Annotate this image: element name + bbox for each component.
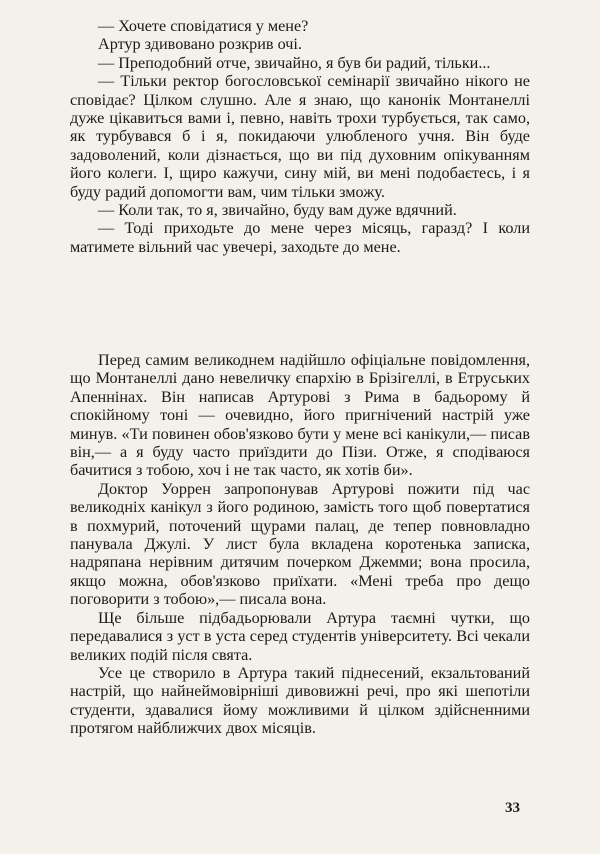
- page-number: 33: [505, 800, 520, 816]
- paragraph: Перед самим великоднем надійшло офіціальне повідомлення, що Монтанеллі дано невеличку єпархію в Брізігеллі, в Етруських Апеннінах. Він написав Артурові з Рима в бадьорому й спокійному тоні — очевидно, його пригнічений настрій уже минув. «Ти повинен обов'язково бути у мене всі канікули,— писав він,— а я буду часто приїздити до Пізи. Отже, я сподіваюся бачитися з тобою, хоч і не так часто, як хотів би».: [70, 351, 530, 480]
- paragraph: Усе це створило в Артура такий піднесений, екзальтований настрій, що найнеймовірніші дивовижні речі, про які шепотіли студенти, здавалися йому можливими й цілком здійсненними протягом найближчих двох місяців.: [70, 663, 530, 738]
- paragraph: — Тоді приходьте до мене через місяць, гаразд? І коли матимете вільний час увечері, заходьте до мене.: [70, 219, 530, 256]
- paragraph: Артур здивовано розкрив очі.: [98, 35, 302, 54]
- paragraph: Ще більше підбадьорювали Артура таємні чутки, що передавалися з уст в уста серед студентів університету. Всі чекали великих подій після свята.: [70, 608, 530, 664]
- paragraph: Доктор Уоррен запропонував Артурові пожити під час великодніх канікул з його родиною, замість того щоб повертатися в похмурий, поточений щурами палац, де тепер повновладно панувала Джулі. У лист була вкладена коротенька записка, надряпана нерівним дитячим почерком Джемми; вона просила, якщо можна, обов'язково приїхати. «Мені треба про дещо поговорити з тобою»,— писала вона.: [70, 479, 530, 609]
- paragraph: — Преподобний отче, звичайно, я був би радий, тільки...: [98, 53, 491, 72]
- paragraph: — Тільки ректор богословської семінарії звичайно нікого не сповідає? Цілком слушно. Але я знаю, що канонік Монтанеллі дуже цікавиться вами і, певно, навіть трохи турбується, так само, як турбувався б і я, покидаючи улюбленого учня. Він буде задоволений, коли дізнається, що ви під духовним опікуванням його колеги. І, щиро кажучи, сину мій, ви мені подобаєтесь, і я буду радий допомогти вам, чим тільки зможу.: [70, 72, 530, 201]
- dialogue-section: [70, 17, 530, 256]
- paragraph: — Хочете сповідатися у мене?: [98, 17, 309, 35]
- narrative-section: [70, 351, 530, 738]
- paragraph: — Коли так, то я, звичайно, буду вам дуже вдячний.: [98, 201, 457, 220]
